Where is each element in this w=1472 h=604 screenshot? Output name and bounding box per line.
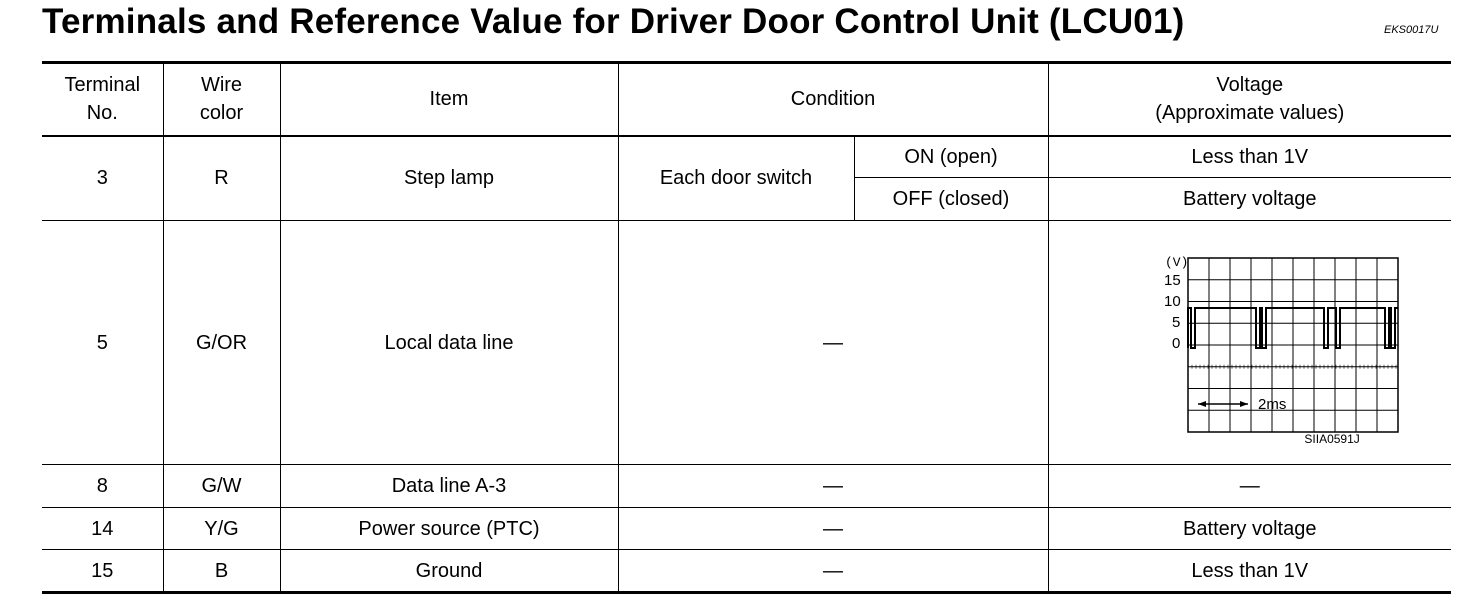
- item-name: Step lamp: [280, 136, 618, 221]
- table-row: [42, 136, 1451, 178]
- header-item: Item: [280, 63, 618, 136]
- voltage-value: —: [1048, 465, 1451, 508]
- item-name: Power source (PTC): [280, 508, 618, 550]
- voltage-value: Less than 1V: [1048, 550, 1451, 593]
- voltage-waveform-cell: [1048, 221, 1451, 465]
- table-row: [42, 221, 1451, 465]
- condition: —: [618, 508, 1048, 550]
- table-row: [42, 508, 1451, 550]
- voltage-value: Battery voltage: [1048, 508, 1451, 550]
- condition: —: [618, 221, 1048, 465]
- item-name: Ground: [280, 550, 618, 593]
- header-wire-color: Wire color: [163, 63, 280, 136]
- terminal-no: 5: [42, 221, 163, 465]
- item-name: Data line A-3: [280, 465, 618, 508]
- condition-state: OFF (closed): [854, 178, 1048, 221]
- wire-color: B: [163, 550, 280, 593]
- condition: —: [618, 465, 1048, 508]
- document-code: EKS0017U: [1384, 24, 1439, 36]
- waveform-graph: [1100, 230, 1400, 456]
- header-condition: Condition: [618, 63, 1048, 136]
- time-scale-arrow: [1198, 401, 1248, 407]
- page-title: Terminals and Reference Value for Driver Door Control Unit (LCU01): [42, 2, 1185, 41]
- condition-state: ON (open): [854, 136, 1048, 178]
- header-terminal-no: Terminal No.: [42, 63, 163, 136]
- terminal-no: 14: [42, 508, 163, 550]
- y-tick-label: 15: [1163, 271, 1181, 289]
- voltage-value: Battery voltage: [1048, 178, 1451, 221]
- y-tick-label: 5: [1171, 313, 1181, 331]
- wire-color: G/W: [163, 465, 280, 508]
- terminal-no: 8: [42, 465, 163, 508]
- wire-color: R: [163, 136, 280, 221]
- y-tick-label: 10: [1163, 292, 1181, 310]
- condition: Each door switch: [618, 136, 854, 221]
- figure-code: SIIA0591J: [1304, 431, 1360, 446]
- y-unit-label: (V): [1164, 254, 1189, 270]
- y-tick-label: 0: [1171, 334, 1181, 352]
- wire-color: G/OR: [163, 221, 280, 465]
- voltage-value: Less than 1V: [1048, 136, 1451, 178]
- item-name: Local data line: [280, 221, 618, 465]
- table-row: [42, 550, 1451, 593]
- table-row: [42, 465, 1451, 508]
- terminal-no: 15: [42, 550, 163, 593]
- terminal-reference-table: [42, 61, 1451, 594]
- time-scale-label: 2ms: [1257, 395, 1287, 413]
- terminal-no: 3: [42, 136, 163, 221]
- condition: —: [618, 550, 1048, 593]
- wire-color: Y/G: [163, 508, 280, 550]
- header-voltage: Voltage (Approximate values): [1048, 63, 1451, 136]
- oscilloscope-waveform: [1100, 230, 1400, 456]
